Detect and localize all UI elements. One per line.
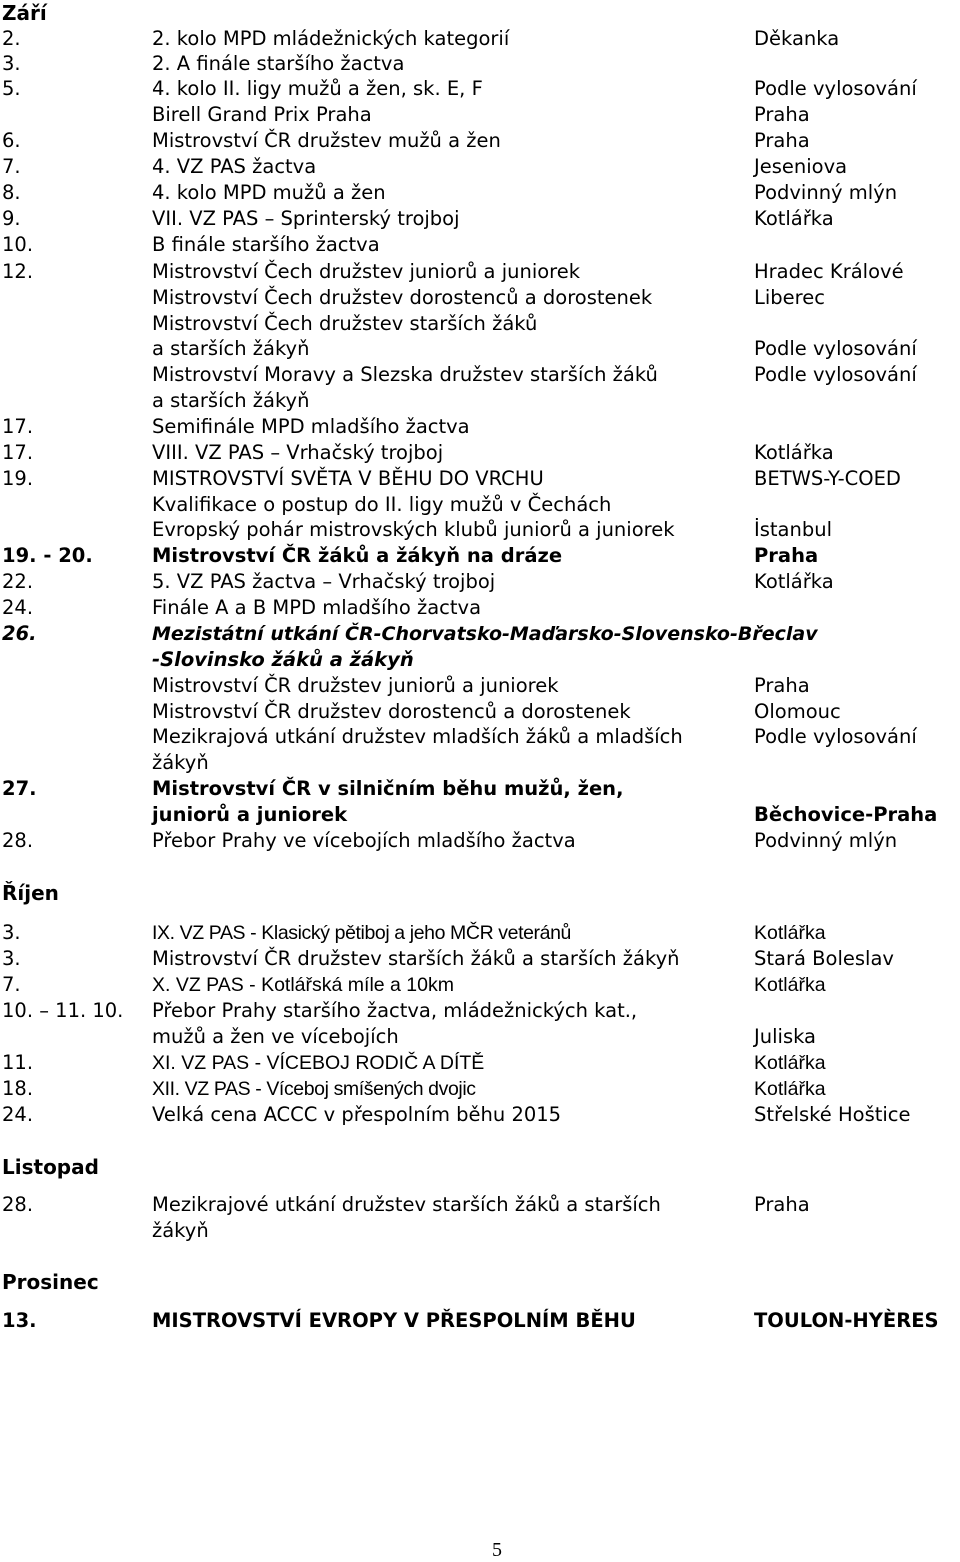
event-title: Mistrovství Moravy a Slezska družstev starších žáků xyxy=(152,363,658,386)
event-title: juniorů a juniorek xyxy=(152,803,348,826)
month-heading-rijen: Říjen xyxy=(2,881,59,905)
event-title: VII. VZ PAS – Sprinterský trojboj xyxy=(152,207,460,230)
event-place: Olomouc xyxy=(754,700,841,723)
event-date: 18. xyxy=(2,1077,34,1100)
event-place: Podvinný mlýn xyxy=(754,829,898,852)
event-place: Kotlářka xyxy=(754,570,834,593)
event-title: 4. VZ PAS žactva xyxy=(152,155,317,178)
event-title: 2. A finále staršího žactva xyxy=(152,52,405,75)
event-title: IX. VZ PAS - Klasický pětiboj a jeho MČR veteránů xyxy=(152,922,571,944)
event-place: Podle vylosování xyxy=(754,337,917,360)
event-title: a starších žákyň xyxy=(152,337,310,360)
event-date: 28. xyxy=(2,829,34,852)
event-title: Velká cena ACCC v přespolním běhu 2015 xyxy=(152,1103,562,1126)
event-date: 3. xyxy=(2,921,21,944)
event-place: Praha xyxy=(754,674,810,697)
event-date: 13. xyxy=(2,1309,37,1332)
event-place: Stará Boleslav xyxy=(754,947,894,970)
event-place: Kotlářka xyxy=(754,974,826,996)
event-place: Praha xyxy=(754,544,819,567)
event-date: 6. xyxy=(2,129,21,152)
event-title: žákyň xyxy=(152,1219,209,1242)
event-date: 7. xyxy=(2,155,21,178)
event-title: Mistrovství Čech družstev starších žáků xyxy=(152,312,538,335)
event-date: 26. xyxy=(2,622,37,645)
event-date: 8. xyxy=(2,181,21,204)
event-title: VIII. VZ PAS – Vrhačský trojboj xyxy=(152,441,444,464)
event-place: Jeseniova xyxy=(754,155,848,178)
event-date: 12. xyxy=(2,260,34,283)
event-title: X. VZ PAS - Kotlářská míle a 10km xyxy=(152,974,454,996)
event-place: Podle vylosování xyxy=(754,77,917,100)
event-date: 3. xyxy=(2,52,21,75)
event-title: 5. VZ PAS žactva – Vrhačský trojboj xyxy=(152,570,496,593)
event-date: 11. xyxy=(2,1051,34,1074)
event-date: 7. xyxy=(2,973,21,996)
event-title: 4. kolo MPD mužů a žen xyxy=(152,181,386,204)
event-place: Střelské Hoštice xyxy=(754,1103,911,1126)
month-heading-zari: Září xyxy=(2,1,47,25)
event-place: Podle vylosování xyxy=(754,363,917,386)
event-title: Mistrovství ČR žáků a žákyň na dráze xyxy=(152,544,563,567)
event-date: 28. xyxy=(2,1193,34,1216)
event-date: 27. xyxy=(2,777,37,800)
event-date: 5. xyxy=(2,77,21,100)
event-title: Mistrovství ČR družstev juniorů a juniorek xyxy=(152,674,559,697)
event-place: Praha xyxy=(754,103,810,126)
event-place: Děkanka xyxy=(754,27,840,50)
event-title: Mezistátní utkání ČR-Chorvatsko-Maďarsko-Slovensko-Břeclav xyxy=(152,623,818,645)
event-title: Mezikrajové utkání družstev starších žáků a starších xyxy=(152,1193,661,1216)
month-heading-listopad: Listopad xyxy=(2,1155,99,1179)
event-title: 4. kolo II. ligy mužů a žen, sk. E, F xyxy=(152,77,483,100)
event-title: Kvalifikace o postup do II. ligy mužů v Čechách xyxy=(152,493,612,516)
event-date: 17. xyxy=(2,441,34,464)
month-heading-prosinec: Prosinec xyxy=(2,1270,99,1294)
event-title: mužů a žen ve vícebojích xyxy=(152,1025,399,1048)
event-title: Birell Grand Prix Praha xyxy=(152,103,372,126)
event-place: Kotlářka xyxy=(754,922,826,944)
event-place: Praha xyxy=(754,1193,810,1216)
event-date: 22. xyxy=(2,570,34,593)
event-title: Mezikrajová utkání družstev mladších žáků a mladších xyxy=(152,725,683,748)
event-title: B finále staršího žactva xyxy=(152,233,380,256)
event-place: Kotlářka xyxy=(754,1052,826,1074)
event-title: Evropský pohár mistrovských klubů juniorů a juniorek xyxy=(152,518,675,541)
event-place: Podvinný mlýn xyxy=(754,181,898,204)
event-date: 19. xyxy=(2,467,34,490)
event-place: Liberec xyxy=(754,286,825,309)
event-title: Semifinále MPD mladšího žactva xyxy=(152,415,470,438)
event-title: Mistrovství ČR v silničním běhu mužů, žen, xyxy=(152,777,624,800)
event-date: 17. xyxy=(2,415,34,438)
event-place: Podle vylosování xyxy=(754,725,917,748)
event-date: 19. - 20. xyxy=(2,544,93,567)
event-date: 24. xyxy=(2,596,34,619)
event-place: İstanbul xyxy=(754,518,833,541)
event-title: XII. VZ PAS - Víceboj smíšených dvojic xyxy=(152,1078,476,1100)
event-title: Mistrovství ČR družstev mužů a žen xyxy=(152,129,501,152)
event-title: Přebor Prahy staršího žactva, mládežnických kat., xyxy=(152,999,638,1022)
event-title: -Slovinsko žáků a žákyň xyxy=(152,648,414,671)
page-number: 5 xyxy=(492,1539,502,1561)
event-place: Juliska xyxy=(754,1025,817,1048)
event-title: Mistrovství ČR družstev dorostenců a dorostenek xyxy=(152,700,631,723)
event-title: MISTROVSTVÍ SVĚTA V BĚHU DO VRCHU xyxy=(152,467,544,490)
event-title: MISTROVSTVÍ EVROPY V PŘESPOLNÍM BĚHU xyxy=(152,1309,636,1332)
event-title: Přebor Prahy ve vícebojích mladšího žactva xyxy=(152,829,576,852)
event-date: 24. xyxy=(2,1103,34,1126)
event-place: TOULON-HYÈRES xyxy=(754,1309,939,1332)
event-place: Kotlářka xyxy=(754,207,834,230)
event-place: BETWS-Y-COED xyxy=(754,467,901,490)
event-date: 10. – 11. 10. xyxy=(2,999,124,1022)
event-title: XI. VZ PAS - VÍCEBOJ RODIČ A DÍTĚ xyxy=(152,1052,485,1074)
event-date: 2. xyxy=(2,27,21,50)
event-title: Mistrovství Čech družstev juniorů a juniorek xyxy=(152,260,581,283)
event-place: Hradec Králové xyxy=(754,260,904,283)
event-date: 3. xyxy=(2,947,21,970)
event-place: Praha xyxy=(754,129,810,152)
event-title: Finále A a B MPD mladšího žactva xyxy=(152,596,482,619)
event-title: Mistrovství ČR družstev starších žáků a starších žákyň xyxy=(152,947,680,970)
event-place: Běchovice-Praha xyxy=(754,803,938,826)
event-date: 10. xyxy=(2,233,34,256)
event-title: Mistrovství Čech družstev dorostenců a dorostenek xyxy=(152,286,653,309)
event-title: žákyň xyxy=(152,751,209,774)
event-title: a starších žákyň xyxy=(152,389,310,412)
event-date: 9. xyxy=(2,207,21,230)
event-place: Kotlářka xyxy=(754,441,834,464)
event-title: 2. kolo MPD mládežnických kategorií xyxy=(152,27,510,50)
event-place: Kotlářka xyxy=(754,1078,826,1100)
